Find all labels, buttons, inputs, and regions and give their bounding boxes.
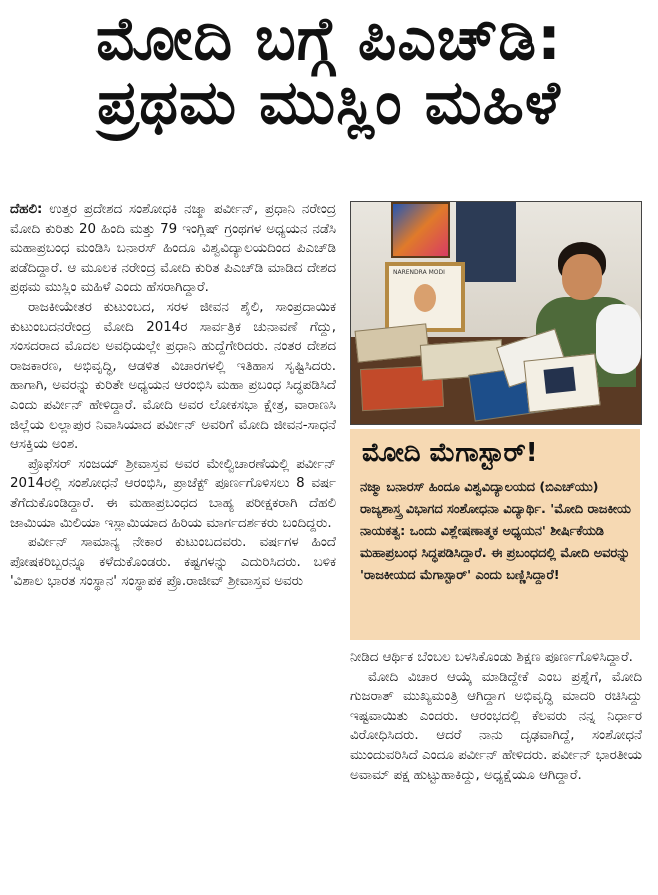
portrait-face (414, 284, 436, 312)
modi-portrait (385, 262, 465, 332)
book (523, 353, 600, 412)
news-photo (350, 201, 642, 425)
sidebar-body: ನಜ್ಮಾ ಬನಾರಸ್ ಹಿಂದೂ ವಿಶ್ವವಿದ್ಯಾಲಯದ (ಬಿಎಚ್‌ಯು) ರಾಜ್ಯಶಾಸ್ತ್ರ ವಿಭಾಗದ ಸಂಶೋಧನಾ ವಿದ್ಯಾರ್ಥಿ. 'ಮೋದಿ ರಾಜಕೀಯ ನಾಯಕತ್ವ: ಒಂದು ವಿಶ್ಲೇಷಣಾತ್ಮಕ ಅಧ್ಯಯನ' ಶೀರ್ಷಿಕೆಯಡಿ ಮಹಾಪ್ರಬಂಧ ಸಿದ್ಧಪಡಿಸಿದ್ದಾರೆ. ಈ ಪ್ರಬಂಧದಲ್ಲಿ ಮೋದಿ ಅವರನ್ನು 'ರಾಜಕೀಯದ ಮೆಗಾಸ್ಟಾರ್' ಎಂದು ಬಣ್ಣಿಸಿದ್ದಾರೆ! (360, 480, 631, 583)
dateline: ದೆಹಲಿ: (10, 202, 43, 217)
portrait-caption: NARENDRA MODI (393, 269, 445, 276)
figure-head (562, 254, 602, 300)
headline (10, 4, 648, 138)
photo-window (456, 202, 516, 282)
article-right-column (350, 648, 642, 785)
book-cover-photo (544, 367, 576, 394)
article-paragraph: ನೀಡಿದ ಆರ್ಥಿಕ ಬೆಂಬಲ ಬಳಸಿಕೊಂಡು ಶಿಕ್ಷಣ ಪೂರ್ಣಗೊಳಿಸಿದ್ದಾರೆ. (350, 650, 633, 665)
sidebar-title: ಮೋದಿ ಮೆಗಾಸ್ಟಾರ್! (362, 438, 538, 468)
wall-painting (391, 202, 450, 258)
article-paragraph: ಪರ್ವೀನ್ ಸಾಮಾನ್ಯ ನೇಕಾರ ಕುಟುಂಬದವರು. ವರ್ಷಗಳ ಹಿಂದೆ ಪೋಷಕರಿಬ್ಬರನ್ನೂ ಕಳೆದುಕೊಂಡರು. ಕಷ್ಟಗಳನ್ನು ಎದುರಿಸಿದರು. ಬಳಿಕ 'ವಿಶಾಲ ಭಾರತ ಸಂಸ್ಥಾನ' ಸಂಸ್ಥಾಪಕ ಪ್ರೊ.ರಾಜೀವ್ ಶ್ರೀವಾಸ್ತವ ಅವರು (10, 535, 336, 590)
figure-sleeve (596, 304, 641, 374)
article-left-column (10, 200, 336, 592)
paragraph-text: ಉತ್ತರ ಪ್ರದೇಶದ ಸಂಶೋಧಕಿ ನಜ್ಮಾ ಪರ್ವೀನ್, ಪ್ರಧಾನಿ ನರೇಂದ್ರ ಮೋದಿ ಕುರಿತು 20 ಹಿಂದಿ ಮತ್ತು 79 ಇಂಗ್ಲಿಷ್ ಗ್ರಂಥಗಳ ಅಧ್ಯಯನ ನಡೆಸಿ ಮಹಾಪ್ರಬಂಧ ಮಂಡಿಸಿ ಬನಾರಸ್ ಹಿಂದೂ ವಿಶ್ವವಿದ್ಯಾಲಯದಿಂದ ಪಿಎಚ್‌ಡಿ ಪಡೆದಿದ್ದಾರೆ. ಆ ಮೂಲಕ ನರೇಂದ್ರ ಮೋದಿ ಕುರಿತ ಪಿಎಚ್‌ಡಿ ಮಾಡಿದ ದೇಶದ ಪ್ರಥಮ ಮುಸ್ಲಿಂ ಮಹಿಳೆ ಎಂದು ಹೆಸರಾಗಿದ್ದಾರೆ. (10, 202, 336, 296)
article-paragraph: ರಾಜಕೀಯೇತರ ಕುಟುಂಬದ, ಸರಳ ಜೀವನ ಶೈಲಿ, ಸಾಂಪ್ರದಾಯಿಕ ಕುಟುಂಬದನರೇಂದ್ರ ಮೋದಿ 2014ರ ಸಾರ್ವತ್ರಿಕ ಚುನಾವಣೆ ಗೆದ್ದು, ಸಂಸದರಾದ ಮೊದಲ ಅವಧಿಯಲ್ಲೇ ಪ್ರಧಾನಿ ಹುದ್ದೆಗೇರಿದರು. ನಂತರ ದೇಶದ ರಾಜಕಾರಣ, ಅಭಿವೃದ್ಧಿ, ಆಡಳಿತ ವಿಚಾರಗಳಲ್ಲಿ ಇತಿಹಾಸ ಸೃಷ್ಟಿಸಿದರು. ಹಾಗಾಗಿ, ಅವರನ್ನು ಕುರಿತೇ ಅಧ್ಯಯನ ಆರಂಭಿಸಿ ಮಹಾ ಪ್ರಬಂಧ ಸಿದ್ಧಪಡಿಸಿದೆ ಎಂದು ಪರ್ವೀನ್ ಹೇಳಿದ್ದಾರೆ. ಮೋದಿ ಅವರ ಲೋಕಸಭಾ ಕ್ಷೇತ್ರ, ವಾರಾಣಸಿ ಜಿಲ್ಲೆಯ ಲಲ್ಲಾಪುರ ನಿವಾಸಿಯಾದ ಪರ್ವೀನ್ ಅವರಿಗೆ ಮೋದಿ ಜೀವನ-ಸಾಧನೆ ಆಸಕ್ತಿಯ ಅಂಶ. (10, 299, 336, 453)
article-paragraph (10, 200, 336, 298)
headline-line-1: ಮೋದಿ ಬಗ್ಗೆ ಪಿಎಚ್‌ಡಿ: (95, 4, 563, 74)
article-paragraph: ಪ್ರೊಫೆಸರ್ ಸಂಜಯ್ ಶ್ರೀವಾಸ್ತವ ಅವರ ಮೇಲ್ವಿಚಾರಣೆಯಲ್ಲಿ ಪರ್ವೀನ್ 2014ರಲ್ಲಿ ಸಂಶೋಧನೆ ಆರಂಭಿಸಿ, ಪ್ರಾಜೆಕ್ಟ್ ಪೂರ್ಣಗೊಳಿಸಲು 8 ವರ್ಷ ತೆಗೆದುಕೊಂಡಿದ್ದಾರೆ. ಈ ಮಹಾಪ್ರಬಂಧದ ಬಾಹ್ಯ ಪರೀಕ್ಷಕರಾಗಿ ದೆಹಲಿ ಜಾಮಿಯಾ ಮಿಲಿಯಾ ಇಸ್ಲಾಮಿಯಾದ ಹಿರಿಯ ಮಾರ್ಗದರ್ಶಕರು ಬಂದಿದ್ದರು. (10, 456, 336, 531)
headline-line-2: ಪ್ರಥಮ ಮುಸ್ಲಿಂ ಮಹಿಳೆ (97, 67, 561, 138)
sidebar-box (350, 429, 640, 640)
article-paragraph: ಮೋದಿ ವಿಚಾರ ಆಯ್ಕೆ ಮಾಡಿದ್ದೇಕೆ ಎಂಬ ಪ್ರಶ್ನೆಗೆ, ಮೋದಿ ಗುಜರಾತ್ ಮುಖ್ಯಮಂತ್ರಿ ಆಗಿದ್ದಾಗ ಅಭಿವೃದ್ಧಿ ಮಾದರಿ ರಚಿಸಿದ್ದು ಇಷ್ಟವಾಯಿತು ಎಂದರು. ಆರಂಭದಲ್ಲಿ ಕೆಲವರು ನನ್ನ ನಿರ್ಧಾರ ವಿರೋಧಿಸಿದರು. ಆದರೆ ನಾನು ದೃಢವಾಗಿದ್ದೆ, ಸಂಶೋಧನೆ ಮುಂದುವರಿಸಿದೆ ಎಂದೂ ಪರ್ವೀನ್ ಹೇಳಿದರು. ಪರ್ವೀನ್ ಭಾರತೀಯ ಅವಾಮ್ ಪಕ್ಷ ಹುಟ್ಟುಹಾಕಿದ್ದು, ಅಧ್ಯಕ್ಷೆಯೂ ಆಗಿದ್ದಾರೆ. (350, 669, 642, 783)
